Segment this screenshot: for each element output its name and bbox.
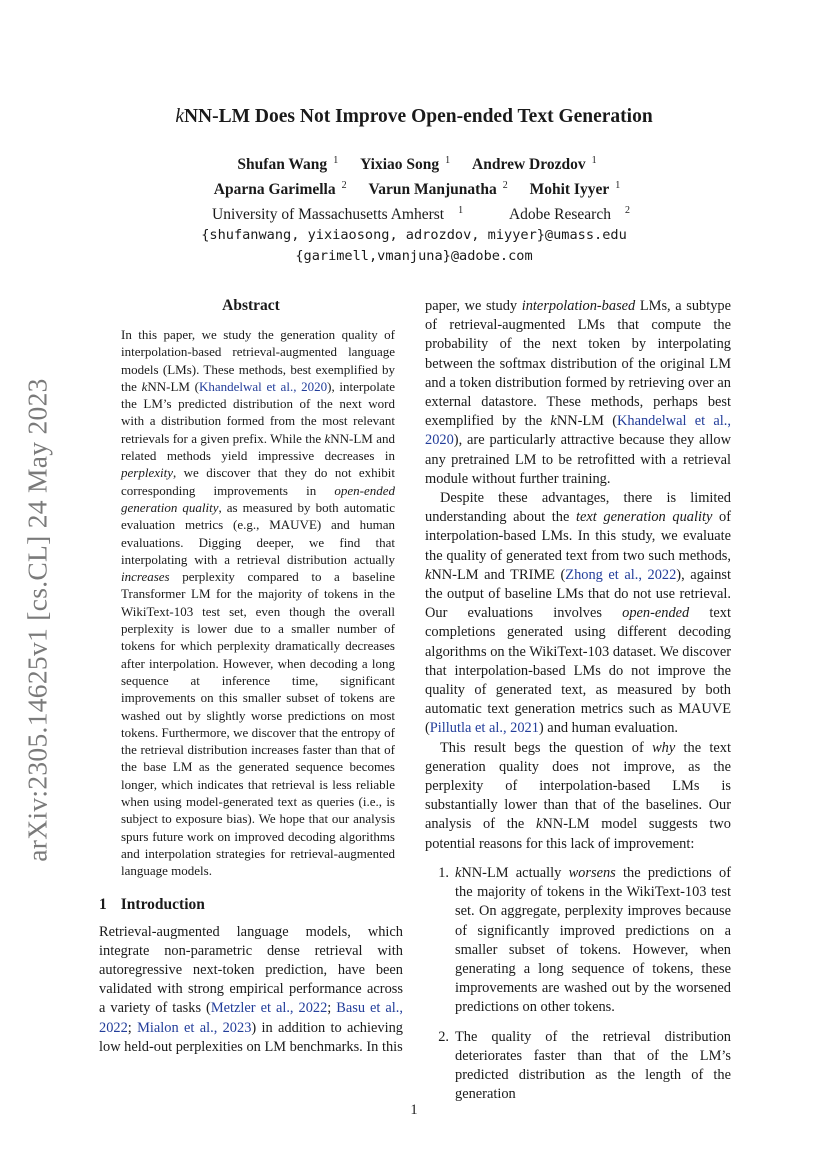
author: Varun Manjunatha $^2$ (368, 180, 508, 199)
email-line: {shufanwang, yixiaosong, adrozdov, miyyer}@umass.edu (201, 227, 627, 244)
author: Aparna Garimella $^2$ (213, 180, 347, 199)
author: Andrew Drozdov $^1$ (472, 155, 597, 174)
paper-title: kNN-LM Does Not Improve Open-ended Text Generation (175, 106, 653, 127)
body-paragraph: Despite these advantages, there is limited understanding about the text generation quality of interpolation-based LMs. In this study, we evaluate the quality of generated text from two such methods, kNN-LM and TRIME (Zhong et al., 2022), against the output of baseline LMs that do not use retrieval. Our evaluations involves open-ended text completions generated using different decoding algorithms on the WikiText-103 dataset. We discover that interpolation-based LMs do not improve the quality of generated text, as measured by both automatic text generation metrics such as MAUVE (Pillutla et al., 2021) and human evaluation. (425, 490, 731, 737)
author-row (90, 175, 738, 200)
affiliation-row (90, 200, 738, 225)
email-line: {garimell,vmanjuna}@adobe.com (295, 248, 533, 265)
author: Mohit Iyyer $^1$ (529, 180, 621, 199)
section-heading: 1 Introduction (99, 895, 205, 913)
author: Yixiao Song $^1$ (360, 155, 451, 174)
author: Shufan Wang $^1$ (237, 155, 339, 174)
body-paragraph: This result begs the question of why the text generation quality does not improve, as the perplexity of interpolation-based LMs is substantially lower than that of the baselines. Our analysis of the kNN-LM model suggests two potential reasons for this lack of improvement: (425, 739, 732, 852)
citation-link[interactable]: Khandelwal et al., 2020 (425, 413, 731, 449)
arxiv-stamp (18, 360, 58, 880)
list-item: 2. The quality of the retrieval distribution deteriorates faster than that of the LM’s predicted distribution as the length of the generation (438, 1028, 731, 1103)
list-item: 1. kNN-LM actually worsens the predictions of the majority of tokens in the WikiText-103 test set. On aggregate, perplexity improves because of significantly improved predictions on a smaller subset of tokens. However, when generating a long sequence of tokens, these improvements are washed out by the worsened predictions on other tokens. (438, 864, 731, 1016)
citation-link[interactable]: Khandelwal et al., 2020 (198, 378, 328, 394)
body-paragraph: paper, we study interpolation-based LMs, a subtype of retrieval-augmented LMs that compute the probability of the next token by interpolating between the softmax distribution of the original LM and a token distribution formed by retrieving over an external datastore. These methods, perhaps best exemplified by the kNN-LM (Khandelwal et al., 2020), are particularly attractive because they allow any pretrained LM to be retrofitted with a retrieval module without further training. (425, 298, 731, 487)
abstract-text: In this paper, we study the generation quality of interpolation-based retrieval-augmented language models (LMs). These methods, best exemplified by the kNN-LM (Khandelwal et al., 2020), interpolate the LM’s predicted distribution of the next word with a distribution formed from the most relevant retrievals for a given prefix. While the kNN-LM and related methods yield impressive decreases in perplexity, we discover that they do not exhibit corresponding improvements in open-ended generation quality, as measured by both automatic evaluation metrics (e.g., MAUVE) and human evaluations. Digging deeper, we find that interpolating with a retrieval distribution actually increases perplexity compared to a baseline Transformer LM for the majority of tokens in the WikiText-103 test set, even though the overall perplexity is lower due to a smaller number of tokens for which perplexity dramatically decreases after interpolation. However, when decoding a long sequence at inference time, significant improvements on this smaller subset of tokens are washed out by slightly worse predictions on most tokens. Furthermore, we discover that the entropy of the retrieval distribution increases faster than that of the base LM as the generated sequence becomes longer, which indicates that retrieval is less reliable when using model-generated text as queries (i.e., is subject to exposure bias). We hope that our analysis spurs future work on improved decoding algorithms and interpolation strategies for retrieval-augmented language models. (121, 327, 395, 879)
abstract-heading: Abstract (222, 297, 280, 314)
citation-link[interactable]: Zhong et al., 2022 (565, 566, 677, 583)
citation-link[interactable]: Metzler et al., 2022 (210, 1000, 328, 1017)
findings-list (425, 864, 731, 1104)
page-number: 1 (410, 1102, 418, 1118)
right-column (425, 297, 731, 1114)
left-column (99, 296, 403, 1057)
author-block (90, 150, 738, 267)
author-row (90, 150, 738, 175)
citation-link[interactable]: Pillutla et al., 2021 (429, 720, 539, 737)
affiliation: Adobe Research $^2$ (508, 205, 630, 224)
arxiv-identifier: arXiv:2305.14625v1 [cs.CL] 24 May 2023 (22, 378, 53, 862)
citation-link[interactable]: Mialon et al., 2023 (137, 1019, 252, 1036)
intro-paragraph: Retrieval-augmented language models, which integrate non-parametric dense retrieval with autoregressive next-token prediction, have been validated with strong empirical performance across a variety of tasks (Metzler et al., 2022; Basu et al., 2022; Mialon et al., 2023) in addition to achieving low held-out perplexities on LM benchmarks. In this (99, 923, 403, 1055)
citation-link[interactable]: Basu et al., 2022 (99, 1000, 403, 1036)
affiliation: University of Massachusetts Amherst $^1$ (212, 205, 464, 224)
